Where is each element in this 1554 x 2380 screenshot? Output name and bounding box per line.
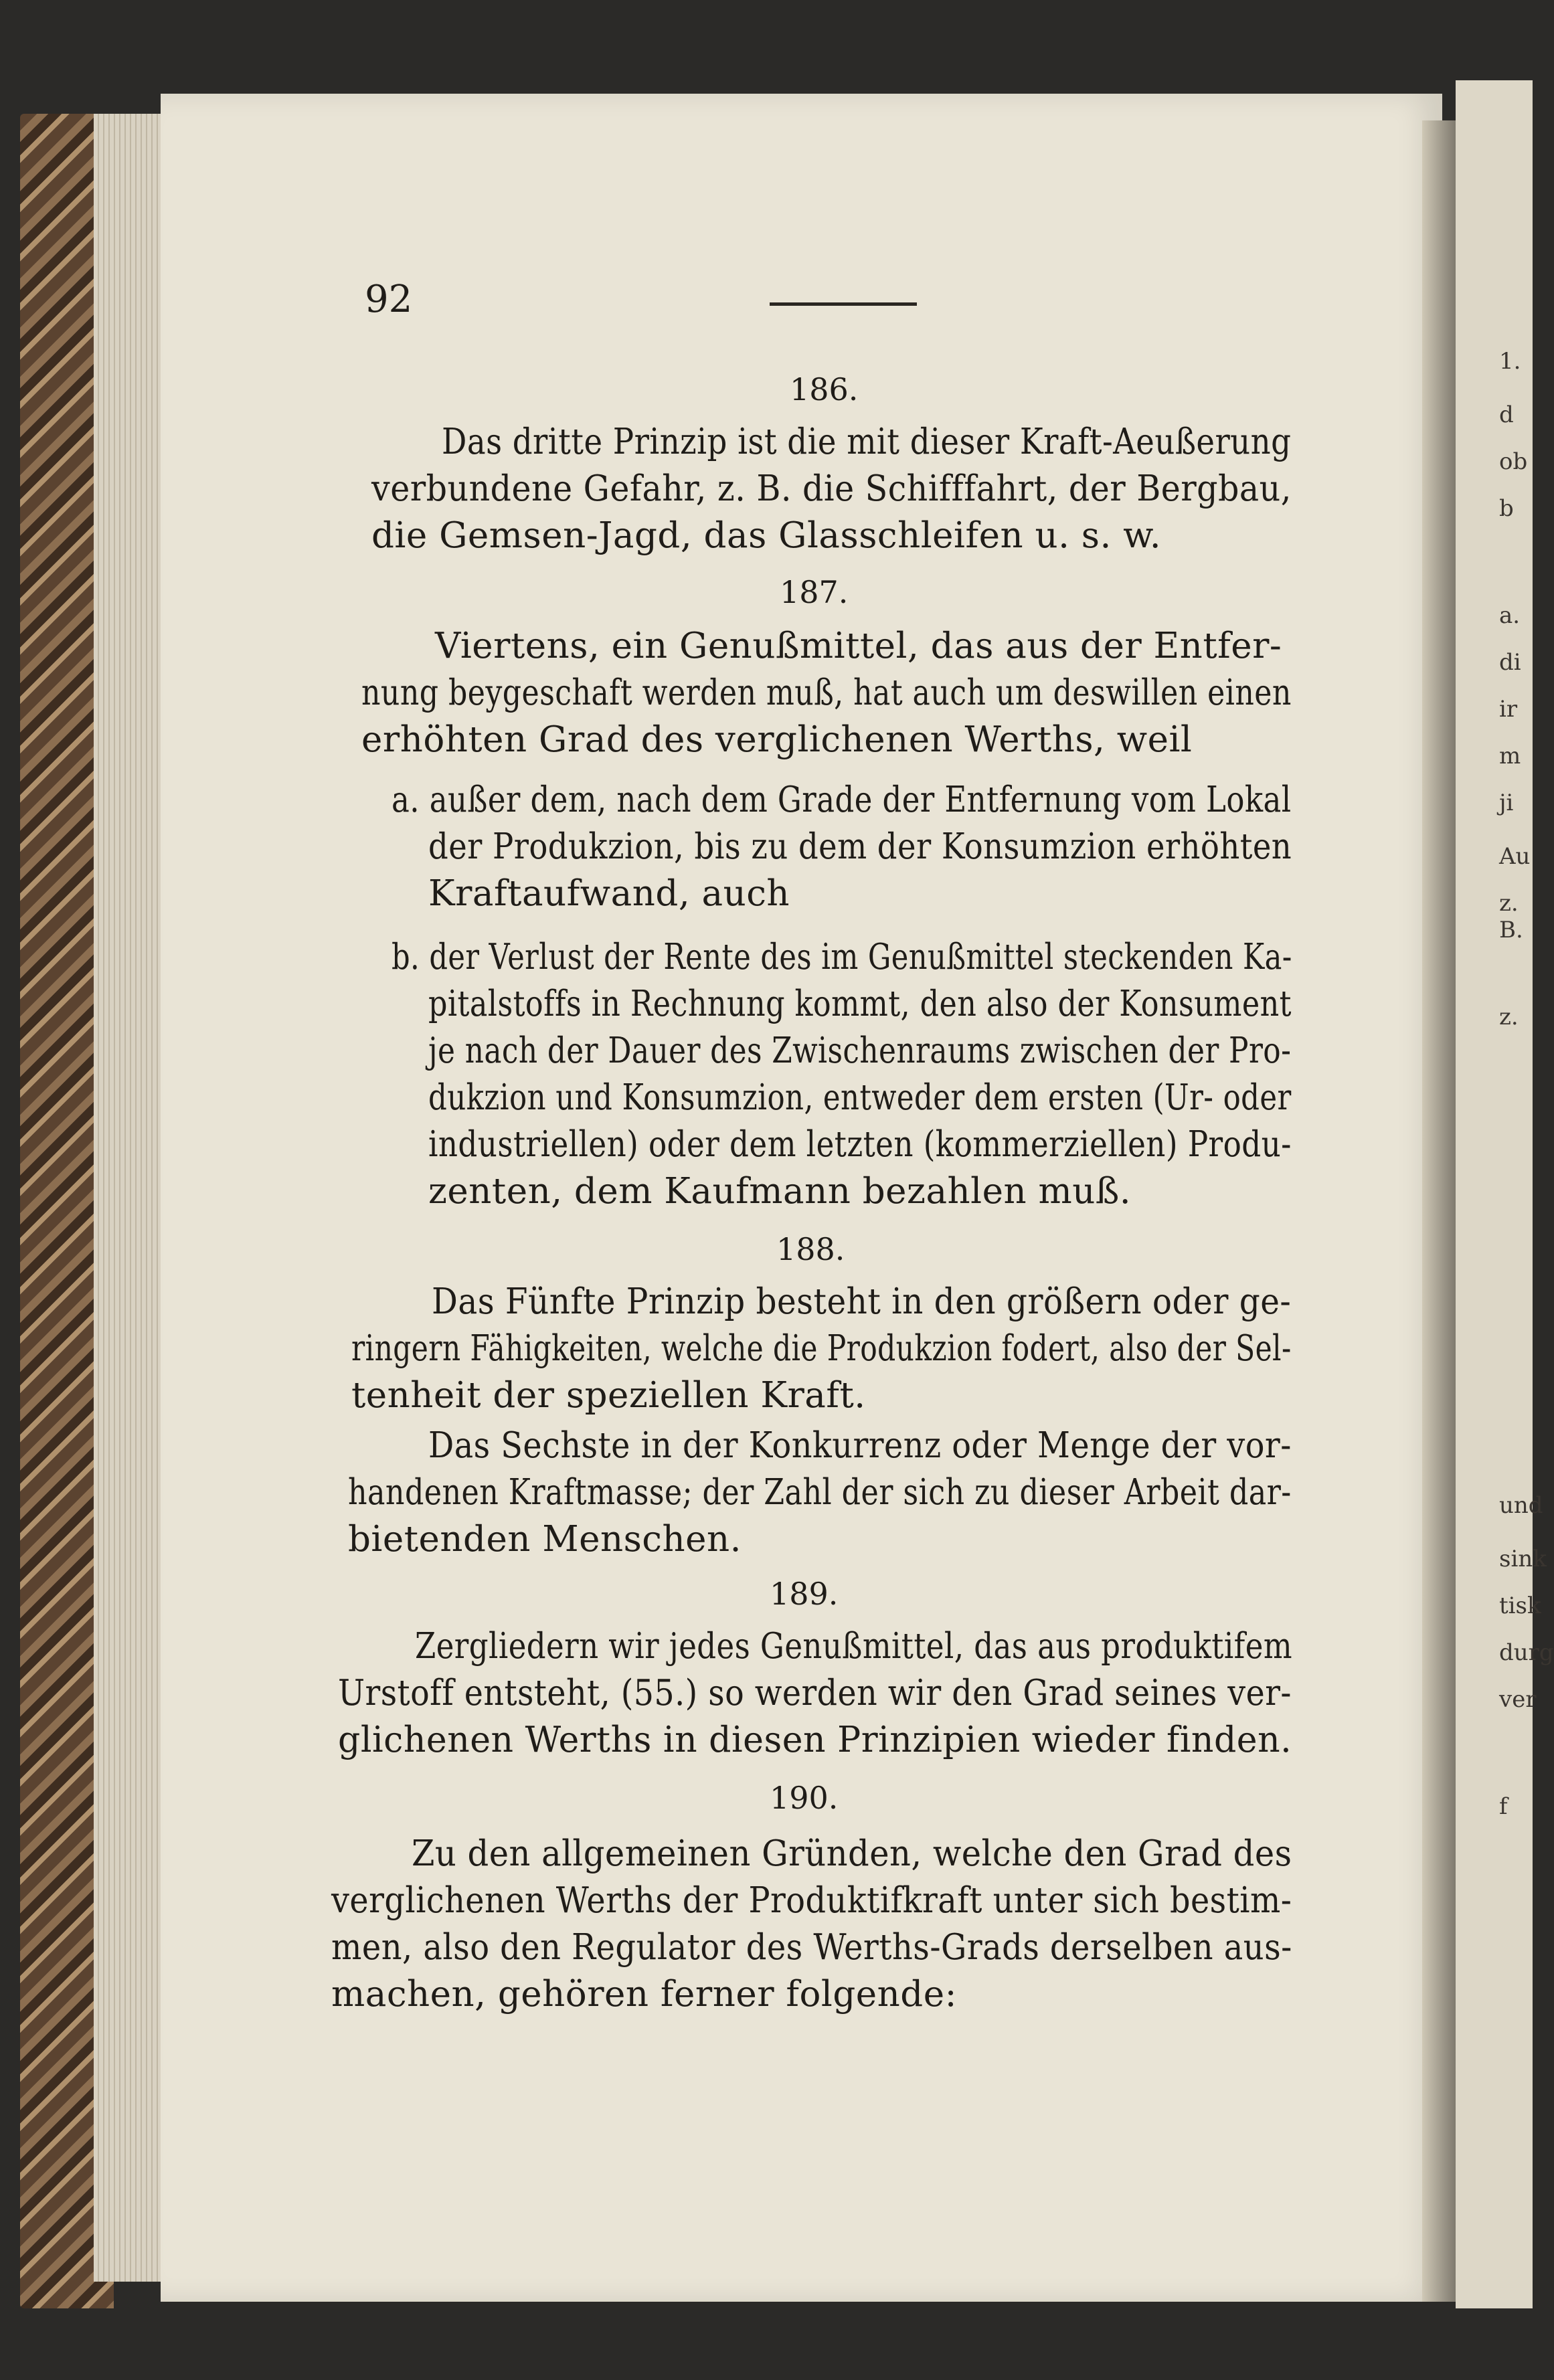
text-line: a. außer dem, nach dem Grade der Entfernung vom Lokal — [392, 780, 1292, 820]
text-line: Zu den allgemeinen Gründen, welche den Grad des — [412, 1833, 1292, 1874]
text-line: die Gemsen-Jagd, das Glasschleifen u. s. w. — [371, 515, 1162, 556]
text-line: zenten, dem Kaufmann bezahlen muß. — [428, 1171, 1132, 1212]
text-line: Viertens, ein Genußmittel, das aus der Entfer- — [435, 626, 1282, 666]
text-line: ringern Fähigkeiten, welche die Produkzion fodert, also der Sel- — [351, 1328, 1292, 1369]
text-line: Das dritte Prinzip ist die mit dieser Kraft-Aeußerung — [442, 422, 1292, 462]
facing-fragment: und — [1499, 1492, 1543, 1519]
section-number: 190. — [770, 1780, 839, 1816]
text-line: Das Fünfte Prinzip besteht in den größern oder ge- — [432, 1281, 1292, 1322]
facing-fragment: ir — [1499, 696, 1518, 723]
facing-fragment: b — [1499, 495, 1514, 522]
text-line: nung beygeschaft werden muß, hat auch um deswillen einen — [361, 672, 1292, 713]
facing-fragment: ji — [1499, 790, 1514, 816]
text-line: tenheit der speziellen Kraft. — [351, 1375, 866, 1416]
text-line: machen, gehören ferner folgende: — [331, 1974, 957, 2015]
facing-fragment: f — [1499, 1793, 1508, 1820]
text-line: bietenden Menschen. — [348, 1519, 742, 1560]
facing-fragment: z. — [1499, 1004, 1519, 1030]
header-rule — [770, 302, 917, 306]
section-number: 187. — [780, 574, 849, 610]
text-line: erhöhten Grad des verglichenen Werths, weil — [361, 719, 1193, 760]
facing-fragment: 1. — [1499, 348, 1521, 375]
text-line: handenen Kraftmasse; der Zahl der sich zu dieser Arbeit dar- — [348, 1472, 1292, 1513]
facing-fragment: di — [1499, 649, 1521, 676]
text-line: dukzion und Konsumzion, entweder dem ersten (Ur- oder — [428, 1077, 1292, 1118]
page-number: 92 — [365, 278, 413, 321]
text-line: glichenen Werths in diesen Prinzipien wieder finden. — [338, 1720, 1292, 1760]
text-line: industriellen) oder dem letzten (kommerziellen) Produ- — [428, 1124, 1292, 1165]
text-line: men, also den Regulator des Werths-Grads derselben aus- — [331, 1927, 1292, 1968]
text-line: b. der Verlust der Rente des im Genußmittel steckenden Ka- — [392, 937, 1292, 978]
facing-fragment: z. B. — [1499, 890, 1523, 943]
section-number: 189. — [770, 1576, 839, 1612]
text-line: verglichenen Werths der Produktifkraft unter sich bestim- — [331, 1880, 1292, 1921]
facing-fragment: a. — [1499, 602, 1521, 629]
text-line: Urstoff entsteht, (55.) so werden wir den Grad seines ver- — [338, 1673, 1292, 1714]
text-line: Kraftaufwand, auch — [428, 873, 790, 914]
text-line: der Produkzion, bis zu dem der Konsumzion erhöhten — [428, 826, 1292, 867]
text-line: je nach der Dauer des Zwischenraums zwischen der Pro- — [428, 1030, 1292, 1071]
facing-fragment: durg — [1499, 1639, 1554, 1666]
facing-fragment: Au — [1499, 843, 1531, 870]
facing-fragment: m — [1499, 743, 1521, 769]
facing-fragment: tisk — [1499, 1592, 1541, 1619]
section-number: 186. — [790, 371, 859, 407]
facing-fragment: ver — [1499, 1686, 1537, 1713]
text-line: Das Sechste in der Konkurrenz oder Menge der vor- — [428, 1425, 1292, 1466]
facing-fragment: ob — [1499, 448, 1528, 475]
text-line: pitalstoffs in Rechnung kommt, den also der Konsument — [428, 984, 1292, 1024]
text-line: Zergliedern wir jedes Genußmittel, das aus produktifem — [415, 1626, 1292, 1667]
facing-fragment: sink — [1499, 1546, 1547, 1572]
text-line: verbundene Gefahr, z. B. die Schifffahrt, der Bergbau, — [371, 468, 1292, 509]
section-number: 188. — [776, 1231, 845, 1267]
facing-fragment: d — [1499, 401, 1514, 428]
